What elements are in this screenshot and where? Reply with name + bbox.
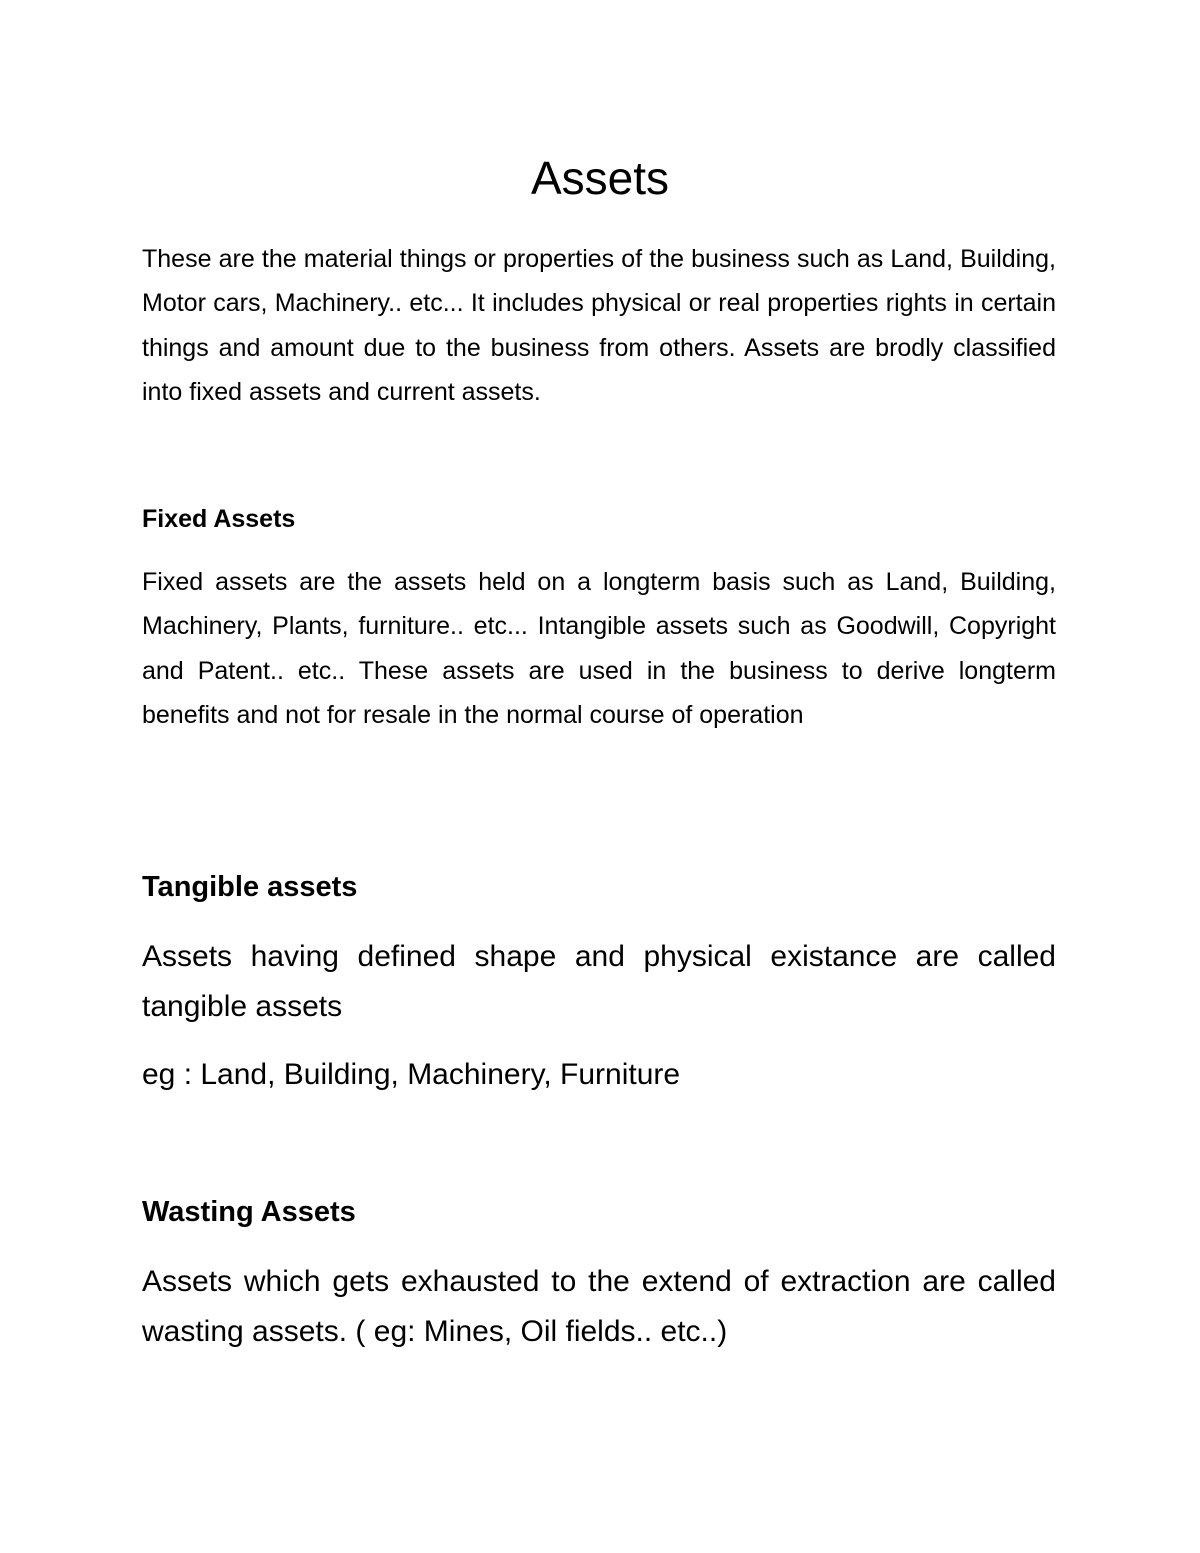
tangible-assets-example: eg : Land, Building, Machinery, Furniture <box>142 1058 681 1091</box>
section-heading-tangible-assets: Tangible assets <box>142 871 358 903</box>
section-heading-fixed-assets: Fixed Assets <box>142 505 296 533</box>
section-heading-wasting-assets: Wasting Assets <box>142 1196 356 1228</box>
page-title: Assets <box>530 152 670 204</box>
wasting-assets-paragraph: Assets which gets exhausted to the extend of extraction are called wasting assets. ( eg: Mines, Oil fields.. etc..) <box>142 1265 1056 1348</box>
tangible-assets-paragraph: Assets having defined shape and physical existance are called tangible assets <box>142 940 1056 1023</box>
fixed-assets-paragraph: Fixed assets are the assets held on a longterm basis such as Land, Building, Machinery, Plants, furniture.. etc... Intangible assets such as Goodwill, Copyright and Patent.. etc.. These assets are used in the business to derive longterm benefits and not for resale in the normal course of operation <box>142 568 1056 729</box>
intro-paragraph: These are the material things or properties of the business such as Land, Building, Motor cars, Machinery.. etc... It includes physical or real properties rights in certain things and amount due to the business from others. Assets are brodly classified into fixed assets and current assets. <box>142 245 1056 406</box>
